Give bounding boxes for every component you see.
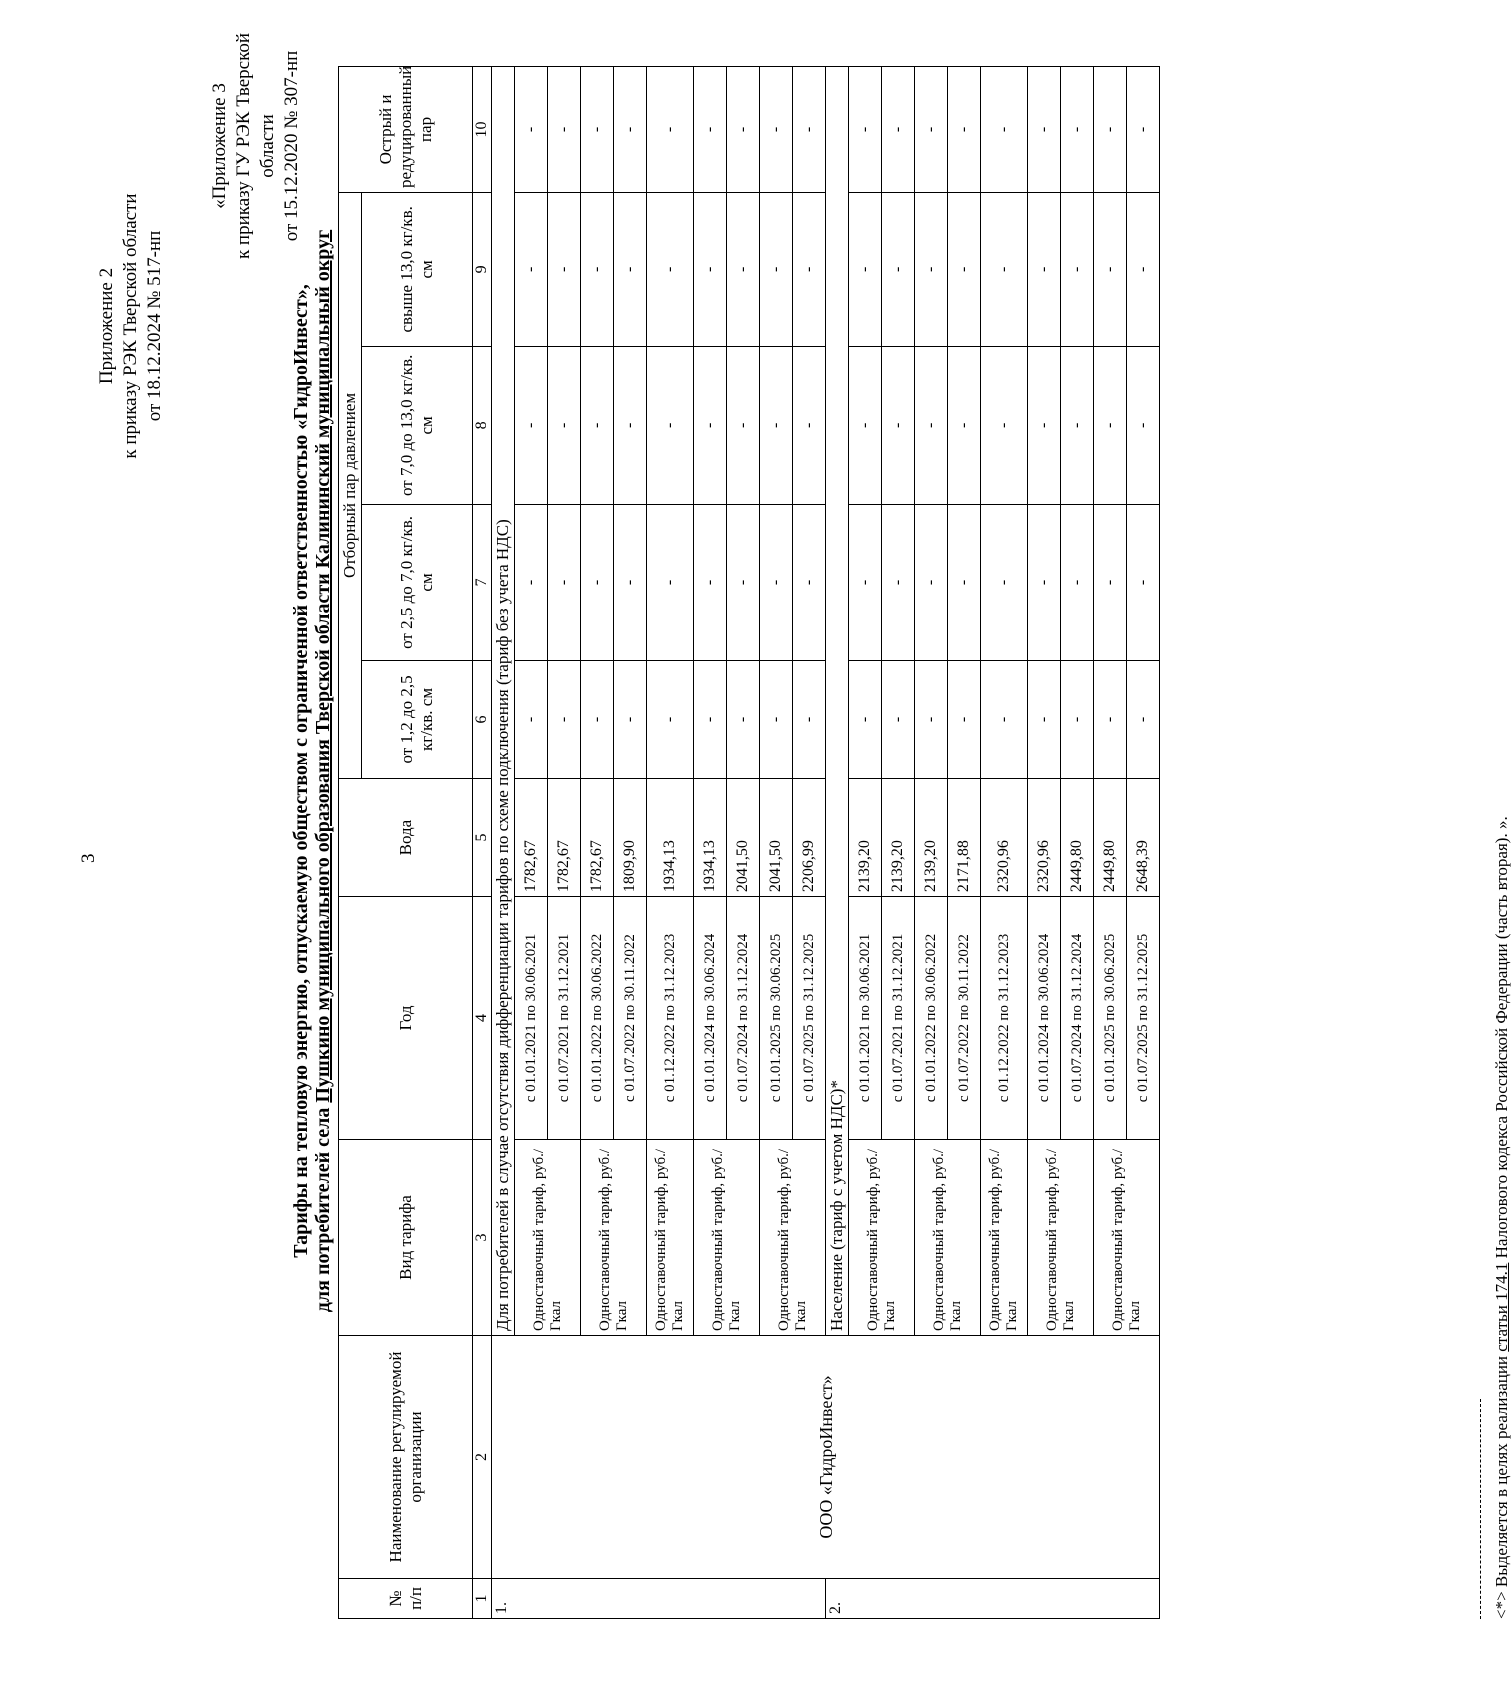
period-cell: с 01.01.2024 по 30.06.2024 (1028, 897, 1061, 1140)
section-number: 2. (826, 1578, 1160, 1618)
tariff-kind: Одноставочный тариф, руб./Гкал (1094, 1139, 1160, 1335)
empty-value-cell: - (849, 504, 882, 660)
empty-value-cell: - (727, 504, 760, 660)
period-cell: с 01.07.2022 по 30.11.2022 (948, 897, 981, 1140)
empty-value-cell: - (647, 660, 694, 778)
period-cell: с 01.01.2021 по 30.06.2021 (849, 897, 882, 1140)
empty-value-cell: - (1061, 192, 1094, 346)
empty-value-cell: - (760, 660, 793, 778)
period-cell: с 01.07.2024 по 31.12.2024 (727, 897, 760, 1140)
header-pressure-2: от 2,5 до 7,0 кг/кв. см (362, 504, 473, 660)
period-cell: с 01.07.2024 по 31.12.2024 (1061, 897, 1094, 1140)
section-row (492, 67, 515, 1619)
empty-value-cell: - (581, 346, 614, 504)
period-cell: с 01.01.2021 по 30.06.2021 (515, 897, 548, 1140)
header-steam-group: Отборный пар давлением (339, 192, 362, 778)
empty-value-cell: - (1127, 504, 1160, 660)
period-cell: с 01.07.2025 по 31.12.2025 (793, 897, 826, 1140)
tariff-table (338, 66, 1160, 1619)
header-water: Вода (339, 778, 473, 896)
period-cell: с 01.01.2024 по 30.06.2024 (694, 897, 727, 1140)
empty-value-cell: - (882, 660, 915, 778)
empty-value-cell: - (1028, 660, 1061, 778)
empty-value-cell: - (515, 504, 548, 660)
empty-value-cell: - (581, 660, 614, 778)
water-tariff-cell: 1782,67 (548, 778, 581, 896)
empty-value-cell: - (727, 346, 760, 504)
header-num: № п/п (339, 1578, 473, 1618)
water-tariff-cell: 1782,67 (515, 778, 548, 896)
header-org: Наименование регулируемой организации (339, 1336, 473, 1579)
empty-value-cell: - (849, 192, 882, 346)
empty-value-cell: - (1094, 67, 1127, 193)
water-tariff-cell: 1934,13 (647, 778, 694, 896)
tariff-kind: Одноставочный тариф, руб./Гкал (581, 1139, 647, 1335)
period-cell: с 01.07.2021 по 31.12.2021 (548, 897, 581, 1140)
empty-value-cell: - (915, 504, 948, 660)
empty-value-cell: - (981, 660, 1028, 778)
empty-value-cell: - (614, 67, 647, 193)
empty-value-cell: - (727, 192, 760, 346)
empty-value-cell: - (694, 660, 727, 778)
tariff-kind: Одноставочный тариф, руб./Гкал (849, 1139, 915, 1335)
empty-value-cell: - (727, 67, 760, 193)
water-tariff-cell: 2206,99 (793, 778, 826, 896)
empty-value-cell: - (915, 660, 948, 778)
empty-value-cell: - (915, 192, 948, 346)
period-cell: с 01.01.2025 по 30.06.2025 (760, 897, 793, 1140)
period-cell: с 01.07.2022 по 30.11.2022 (614, 897, 647, 1140)
empty-value-cell: - (581, 504, 614, 660)
col-num: 3 (473, 1139, 492, 1335)
empty-value-cell: - (882, 67, 915, 193)
empty-value-cell: - (882, 346, 915, 504)
water-tariff-cell: 2139,20 (882, 778, 915, 896)
empty-value-cell: - (849, 67, 882, 193)
empty-value-cell: - (948, 660, 981, 778)
empty-value-cell: - (849, 660, 882, 778)
footnote (1492, 816, 1512, 1619)
empty-value-cell: - (548, 504, 581, 660)
empty-value-cell: - (793, 660, 826, 778)
col-num: 6 (473, 660, 492, 778)
footnote-divider (1480, 1399, 1481, 1619)
empty-value-cell: - (548, 192, 581, 346)
section-title: Население (тариф с учетом НДС)* (826, 67, 849, 1336)
empty-value-cell: - (882, 504, 915, 660)
appendix-3-line2: к приказу ГУ РЭК Тверской области (233, 32, 278, 260)
empty-value-cell: - (981, 192, 1028, 346)
document-title (290, 96, 334, 1446)
header-row-1 (339, 67, 362, 1619)
page-number: 3 (78, 853, 99, 863)
empty-value-cell: - (1028, 346, 1061, 504)
tariff-kind: Одноставочный тариф, руб./Гкал (694, 1139, 760, 1335)
empty-value-cell: - (548, 67, 581, 193)
period-cell: с 01.12.2022 по 31.12.2023 (647, 897, 694, 1140)
empty-value-cell: - (1028, 67, 1061, 193)
empty-value-cell: - (1127, 192, 1160, 346)
water-tariff-cell: 2320,96 (1028, 778, 1061, 896)
empty-value-cell: - (614, 346, 647, 504)
col-num: 2 (473, 1336, 492, 1579)
tariff-kind: Одноставочный тариф, руб./Гкал (915, 1139, 981, 1335)
empty-value-cell: - (581, 67, 614, 193)
empty-value-cell: - (1127, 67, 1160, 193)
appendix-3-line3: от 15.12.2020 № 307-нп (281, 50, 302, 242)
empty-value-cell: - (647, 67, 694, 193)
col-num: 10 (473, 67, 492, 193)
appendix-2-line3: от 18.12.2024 № 517-нп (144, 230, 165, 422)
empty-value-cell: - (1127, 346, 1160, 504)
section-number: 1. (492, 1578, 826, 1618)
empty-value-cell: - (548, 346, 581, 504)
header-pressure-3: от 7,0 до 13,0 кг/кв. см (362, 346, 473, 504)
water-tariff-cell: 2449,80 (1061, 778, 1094, 896)
empty-value-cell: - (915, 67, 948, 193)
appendix-2-header (95, 176, 167, 476)
water-tariff-cell: 2320,96 (981, 778, 1028, 896)
title-line2-underlined: Пушкино муниципального образования Тверской области Калининский муниципальный округ (312, 229, 334, 1103)
water-tariff-cell: 2139,20 (915, 778, 948, 896)
empty-value-cell: - (760, 504, 793, 660)
water-tariff-cell: 1934,13 (694, 778, 727, 896)
header-kind: Вид тарифа (339, 1139, 473, 1335)
col-num: 4 (473, 897, 492, 1140)
empty-value-cell: - (981, 504, 1028, 660)
empty-value-cell: - (882, 192, 915, 346)
empty-value-cell: - (647, 346, 694, 504)
empty-value-cell: - (548, 660, 581, 778)
empty-value-cell: - (793, 192, 826, 346)
empty-value-cell: - (849, 346, 882, 504)
empty-value-cell: - (760, 346, 793, 504)
empty-value-cell: - (948, 192, 981, 346)
empty-value-cell: - (1094, 346, 1127, 504)
footnote-link[interactable]: статьи 174.1 (1492, 1262, 1511, 1352)
empty-value-cell: - (581, 192, 614, 346)
empty-value-cell: - (694, 67, 727, 193)
period-cell: с 01.07.2025 по 31.12.2025 (1127, 897, 1160, 1140)
tariff-kind: Одноставочный тариф, руб./Гкал (647, 1139, 694, 1335)
empty-value-cell: - (981, 346, 1028, 504)
empty-value-cell: - (760, 67, 793, 193)
tariff-kind: Одноставочный тариф, руб./Гкал (1028, 1139, 1094, 1335)
tariff-kind: Одноставочный тариф, руб./Гкал (515, 1139, 581, 1335)
empty-value-cell: - (1061, 346, 1094, 504)
period-cell: с 01.07.2021 по 31.12.2021 (882, 897, 915, 1140)
col-num: 8 (473, 346, 492, 504)
column-numbers-row (473, 67, 492, 1619)
empty-value-cell: - (948, 504, 981, 660)
empty-value-cell: - (727, 660, 760, 778)
empty-value-cell: - (1028, 504, 1061, 660)
col-num: 7 (473, 504, 492, 660)
empty-value-cell: - (1061, 67, 1094, 193)
tariff-kind: Одноставочный тариф, руб./Гкал (760, 1139, 826, 1335)
water-tariff-cell: 2041,50 (760, 778, 793, 896)
header-pressure-4: свыше 13,0 кг/кв. см (362, 192, 473, 346)
empty-value-cell: - (1094, 192, 1127, 346)
empty-value-cell: - (948, 67, 981, 193)
empty-value-cell: - (1127, 660, 1160, 778)
appendix-2-line2: к приказу РЭК Тверской области (120, 193, 141, 459)
empty-value-cell: - (515, 660, 548, 778)
section-title: Для потребителей в случае отсутствия дифференциации тарифов по схеме подключения (тариф без учета НДС) (492, 67, 515, 1336)
header-year: Год (339, 897, 473, 1140)
empty-value-cell: - (1094, 660, 1127, 778)
empty-value-cell: - (515, 67, 548, 193)
col-num: 5 (473, 778, 492, 896)
period-cell: с 01.12.2022 по 31.12.2023 (981, 897, 1028, 1140)
water-tariff-cell: 1809,90 (614, 778, 647, 896)
empty-value-cell: - (515, 346, 548, 504)
empty-value-cell: - (793, 346, 826, 504)
footnote-prefix: <*> Выделяется в целях реализации (1492, 1351, 1511, 1619)
header-pressure-1: от 1,2 до 2,5 кг/кв. см (362, 660, 473, 778)
col-num: 1 (473, 1578, 492, 1618)
water-tariff-cell: 1782,67 (581, 778, 614, 896)
water-tariff-cell: 2171,88 (948, 778, 981, 896)
empty-value-cell: - (694, 192, 727, 346)
empty-value-cell: - (694, 504, 727, 660)
empty-value-cell: - (614, 504, 647, 660)
empty-value-cell: - (981, 67, 1028, 193)
header-sharp-steam: Острый и редуцированный пар (339, 67, 473, 193)
empty-value-cell: - (915, 346, 948, 504)
empty-value-cell: - (647, 504, 694, 660)
water-tariff-cell: 2041,50 (727, 778, 760, 896)
water-tariff-cell: 2648,39 (1127, 778, 1160, 896)
empty-value-cell: - (614, 660, 647, 778)
period-cell: с 01.01.2022 по 30.06.2022 (915, 897, 948, 1140)
title-line2-prefix: для потребителей села (312, 1102, 334, 1313)
appendix-3-line1: «Приложение 3 (209, 83, 230, 209)
empty-value-cell: - (793, 67, 826, 193)
empty-value-cell: - (1094, 504, 1127, 660)
empty-value-cell: - (614, 192, 647, 346)
title-line1: Тарифы на тепловую энергию, отпускаемую обществом с ограниченной ответственностью «ГидроИнвест», (290, 284, 312, 1258)
empty-value-cell: - (647, 192, 694, 346)
period-cell: с 01.01.2025 по 30.06.2025 (1094, 897, 1127, 1140)
tariff-kind: Одноставочный тариф, руб./Гкал (981, 1139, 1028, 1335)
empty-value-cell: - (793, 504, 826, 660)
water-tariff-cell: 2449,80 (1094, 778, 1127, 896)
water-tariff-cell: 2139,20 (849, 778, 882, 896)
empty-value-cell: - (948, 346, 981, 504)
empty-value-cell: - (760, 192, 793, 346)
organization-name: ООО «ГидроИнвест» (492, 1336, 1160, 1579)
empty-value-cell: - (1061, 660, 1094, 778)
col-num: 9 (473, 192, 492, 346)
empty-value-cell: - (694, 346, 727, 504)
empty-value-cell: - (1028, 192, 1061, 346)
appendix-2-line1: Приложение 2 (96, 267, 117, 385)
empty-value-cell: - (1061, 504, 1094, 660)
footnote-suffix: Налогового кодекса Российской Федерации (часть вторая). ». (1492, 816, 1511, 1263)
title-line2 (312, 96, 334, 1446)
empty-value-cell: - (515, 192, 548, 346)
period-cell: с 01.01.2022 по 30.06.2022 (581, 897, 614, 1140)
